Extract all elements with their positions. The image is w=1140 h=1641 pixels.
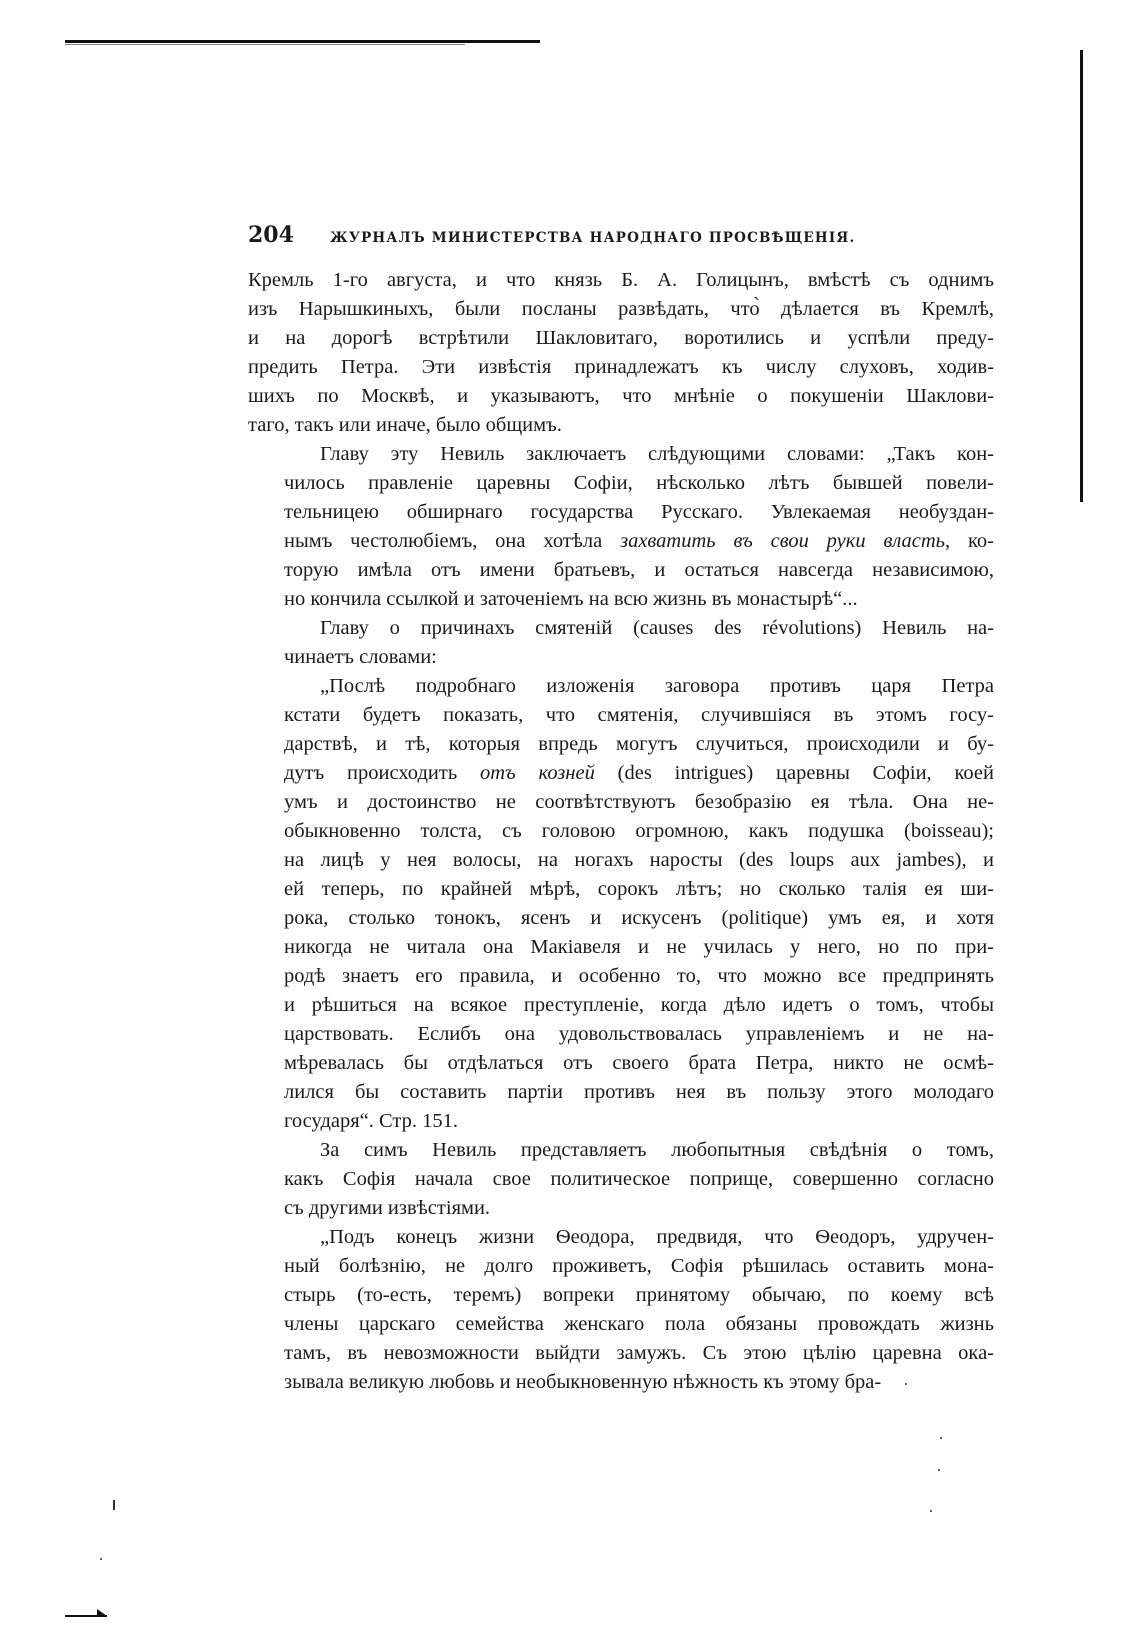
body-text — [248, 266, 994, 1397]
text-line: тамъ, въ невозможности выйдти замужъ. Съ этою цѣлію царевна ока- — [284, 1342, 994, 1364]
text-line: Главу эту Невиль заключаетъ слѣдующими словами: „Такъ кон- — [320, 443, 994, 465]
text-line: дарствѣ, и тѣ, которыя впредь могутъ случиться, происходили и бу- — [284, 733, 994, 755]
scan-top-rule-shadow — [65, 44, 465, 45]
text-line: „Подъ конецъ жизни Ѳеодора, предвидя, что Ѳеодоръ, удручен- — [320, 1226, 994, 1248]
paragraph — [248, 266, 994, 440]
scan-corner-arrow-mark — [65, 1605, 115, 1619]
text-line: дутъ происходить отъ козней (des intrigues) царевны Софіи, коей — [284, 762, 994, 784]
scan-speck — [930, 1510, 932, 1512]
paragraph — [248, 614, 994, 672]
running-head — [248, 222, 994, 256]
text-line: предить Петра. Эти извѣстія принадлежатъ къ числу слуховъ, ходив- — [248, 356, 994, 378]
text-line: никогда не читала она Макіавеля и не училась у него, но по при- — [284, 936, 994, 958]
text-line: ей теперь, по крайней мѣрѣ, сорокъ лѣтъ; но сколько талія ея ши- — [284, 878, 994, 900]
text-line: чилось правленіе царевны Софіи, нѣсколько лѣтъ бывшей повели- — [284, 472, 994, 494]
text-line: стырь (то-есть, теремъ) вопреки принятому обычаю, по коему всѣ — [284, 1284, 994, 1306]
page-number: 204 — [248, 222, 294, 248]
text-line: изъ Нарышкиныхъ, были посланы развѣдать, что̀ дѣлается въ Кремлѣ, — [248, 298, 994, 320]
scan-left-tick — [113, 1500, 115, 1510]
text-line: на лицѣ у нея волосы, на ногахъ наросты (des loups aux jambes), и — [284, 849, 994, 871]
text-line: чинаетъ словами: — [284, 646, 437, 668]
text-line: Главу о причинахъ смятеній (causes des révolutions) Невиль на- — [320, 617, 994, 639]
text-line: торую имѣла отъ имени братьевъ, и остаться навсегда независимою, — [284, 559, 994, 581]
text-line: царствовать. Еслибъ она удовольствовалась управленіемъ и не на- — [284, 1023, 994, 1045]
text-line: родѣ знаетъ его правила, и особенно то, что можно все предпринять — [284, 965, 994, 987]
text-line: шихъ по Москвѣ, и указываютъ, что мнѣніе о покушеніи Шаклови- — [248, 385, 994, 407]
text-line: мѣревалась бы отдѣлаться отъ своего брата Петра, никто не осмѣ- — [284, 1052, 994, 1074]
journal-title: ЖУРНАЛЪ МИНИСТЕРСТВА НАРОДНАГО ПРОСВѢЩЕНІЯ. — [330, 230, 856, 246]
paragraph — [248, 1136, 994, 1223]
text-line: и на дорогѣ встрѣтили Шакловитаго, воротились и успѣли преду- — [248, 327, 994, 349]
text-line: рока, столько тонокъ, ясенъ и искусенъ (politique) умъ ея, и хотя — [284, 907, 994, 929]
text-line: умъ и достоинство не соотвѣтствуютъ безобразію ея тѣла. Она не- — [284, 791, 994, 813]
scan-right-edge — [1080, 50, 1083, 502]
text-line: и рѣшиться на всякое преступленіе, когда дѣло идетъ о томъ, чтобы — [284, 994, 994, 1016]
text-line: нымъ честолюбіемъ, она хотѣла захватить въ свои руки власть, ко- — [284, 530, 994, 552]
text-line: съ другими извѣстіями. — [284, 1197, 491, 1219]
text-line: но кончила ссылкой и заточеніемъ на всю жизнь въ монастырѣ“... — [284, 588, 858, 610]
scan-speck — [940, 1437, 942, 1439]
text-line: члены царскаго семейства женскаго пола обязаны провождать жизнь — [284, 1313, 994, 1335]
paragraph — [248, 672, 994, 1136]
text-line: Кремль 1-го августа, и что князь Б. А. Голицынъ, вмѣстѣ съ однимъ — [248, 269, 994, 291]
text-line: обыкновенно толста, съ головою огромною, какъ подушка (boisseau); — [284, 820, 994, 842]
scan-speck — [100, 1558, 102, 1560]
text-line: кстати будетъ показать, что смятенія, случившіяся въ этомъ госу- — [284, 704, 994, 726]
book-page — [248, 222, 994, 1397]
text-line: зывала великую любовь и необыкновенную нѣжность къ этому бра- — [284, 1371, 882, 1393]
text-line: лился бы составить партіи противъ нея въ пользу этого молодаго — [284, 1081, 994, 1103]
text-line: тельницею обширнаго государства Русскаго. Увлекаемая необуздан- — [284, 501, 994, 523]
scan-top-rule — [65, 40, 540, 43]
scan-speck — [938, 1469, 940, 1471]
text-line: какъ Софія начала свое политическое поприще, совершенно согласно — [284, 1168, 994, 1190]
text-line: „Послѣ подробнаго изложенія заговора противъ царя Петра — [320, 675, 994, 697]
paragraph — [248, 440, 994, 614]
paragraph — [248, 1223, 994, 1397]
text-line: За симъ Невиль представляетъ любопытныя свѣдѣнія о томъ, — [320, 1139, 994, 1161]
text-line: государя“. Стр. 151. — [284, 1110, 458, 1132]
text-line: ный болѣзнію, не долго проживетъ, Софія рѣшилась оставить мона- — [284, 1255, 994, 1277]
text-line: таго, такъ или иначе, было общимъ. — [248, 414, 562, 436]
